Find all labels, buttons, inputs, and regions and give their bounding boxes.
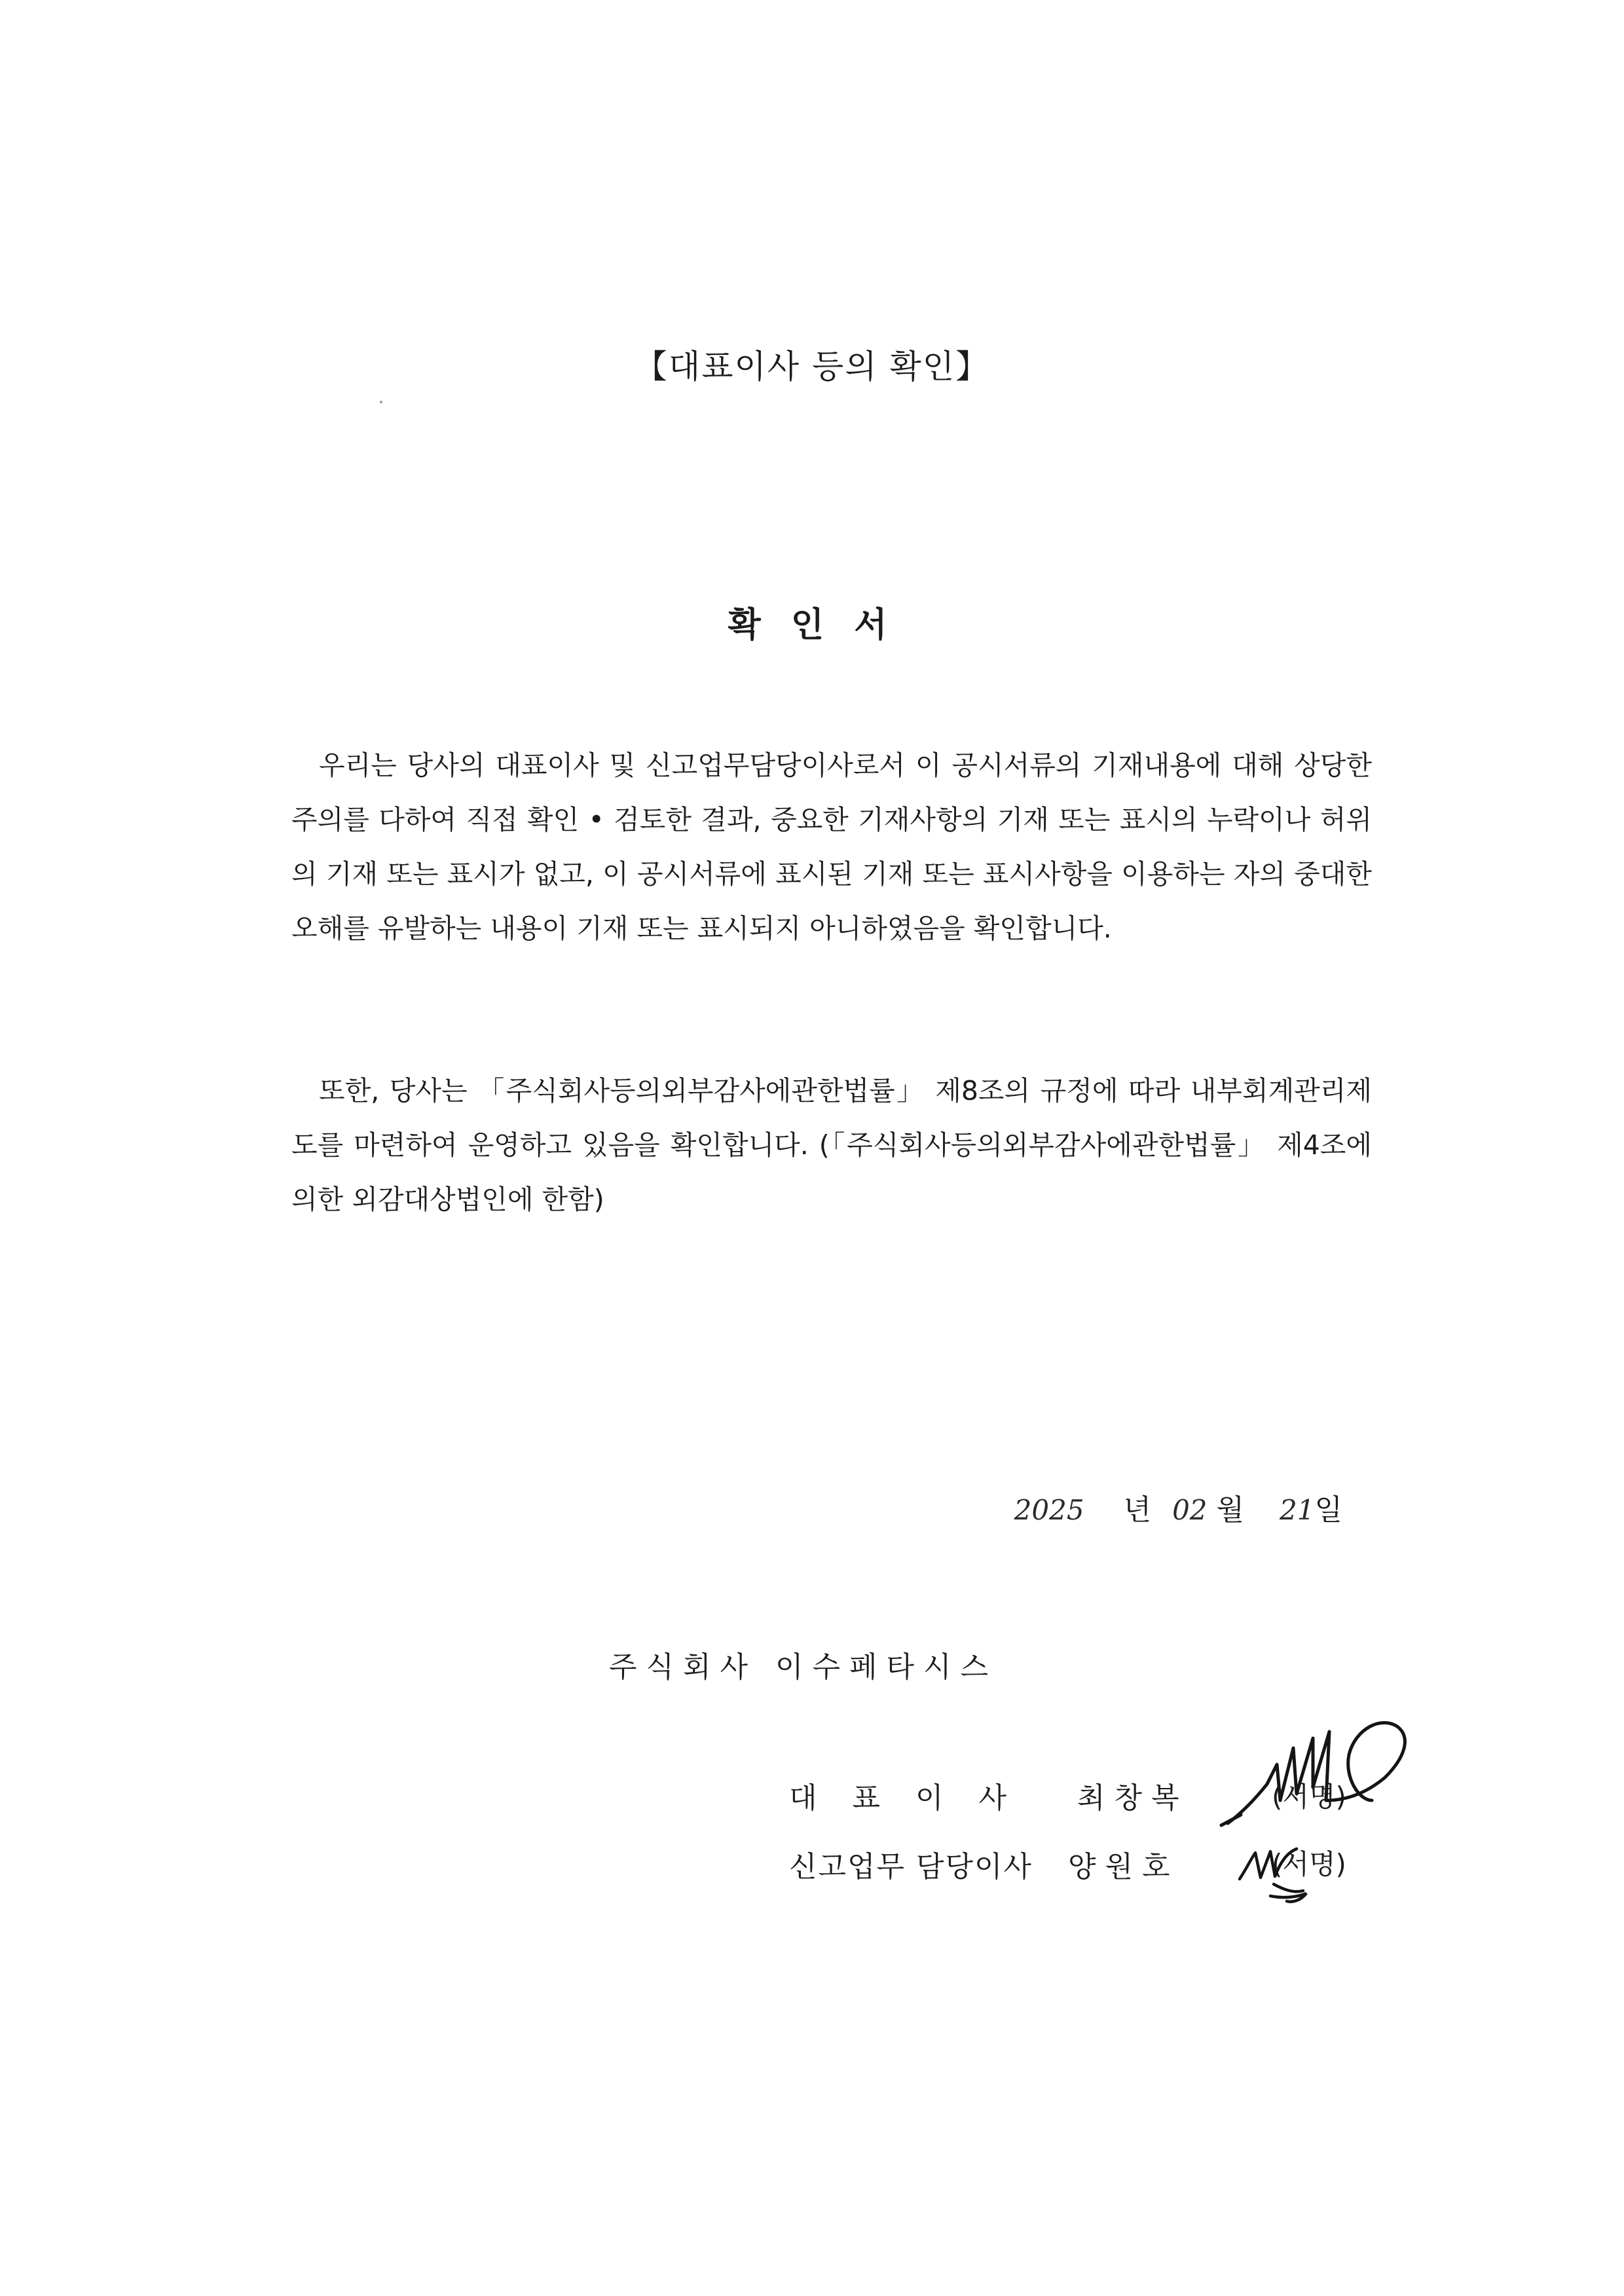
signer-name: 최창복: [1077, 1781, 1189, 1815]
confirmation-paragraph: 우리는 당사의 대표이사 및 신고업무담당이사로서 이 공시서류의 기재내용에 대해 상당한 주의를 다하여 직접 확인 • 검토한 결과, 중요한 기재사항의 기재 또는 표시의 누락이나 허위의 기재 또는 표시가 없고, 이 공시서류에 표시된 기재 또는 표시사항을 이용하는 자의 중대한 오해를 유발하는 내용이 기재 또는 표시되지 아니하였음을 확인합니다.: [291, 750, 1372, 944]
date-year: 2025: [1014, 1494, 1084, 1526]
signer-role: 대표이사: [789, 1781, 1043, 1815]
signing-date: [1014, 1486, 1342, 1528]
signer-disclosure-officer: [789, 1843, 1179, 1885]
company-name: 주식회사 이수페타시스: [609, 1650, 998, 1684]
date-day-label: 일: [1314, 1493, 1342, 1527]
document-heading: 【대표이사 등의 확인】: [634, 348, 990, 386]
signer-name: 양원호: [1068, 1850, 1179, 1884]
ceo-signature: [1215, 1702, 1431, 1840]
sign-label: (서명): [1272, 1781, 1346, 1813]
scan-speck: [380, 401, 382, 403]
signer-role: 신고업무 담당이사: [789, 1850, 1033, 1884]
sign-label: (서명): [1272, 1848, 1346, 1880]
date-day: 21: [1280, 1494, 1315, 1526]
date-year-label: 년: [1123, 1493, 1152, 1527]
signer-ceo: [789, 1774, 1189, 1816]
internal-control-paragraph: 또한, 당사는 「주식회사등의외부감사에관한법률」 제8조의 규정에 따라 내부회계관리제도를 마련하여 운영하고 있음을 확인합니다. (「주식회사등의외부감사에관한법률」 제4조에 의한 외감대상법인에 한함): [291, 1075, 1372, 1215]
date-month: 02: [1172, 1494, 1208, 1526]
document-title: 확 인 서: [728, 606, 896, 645]
date-month-label: 월: [1216, 1493, 1245, 1527]
